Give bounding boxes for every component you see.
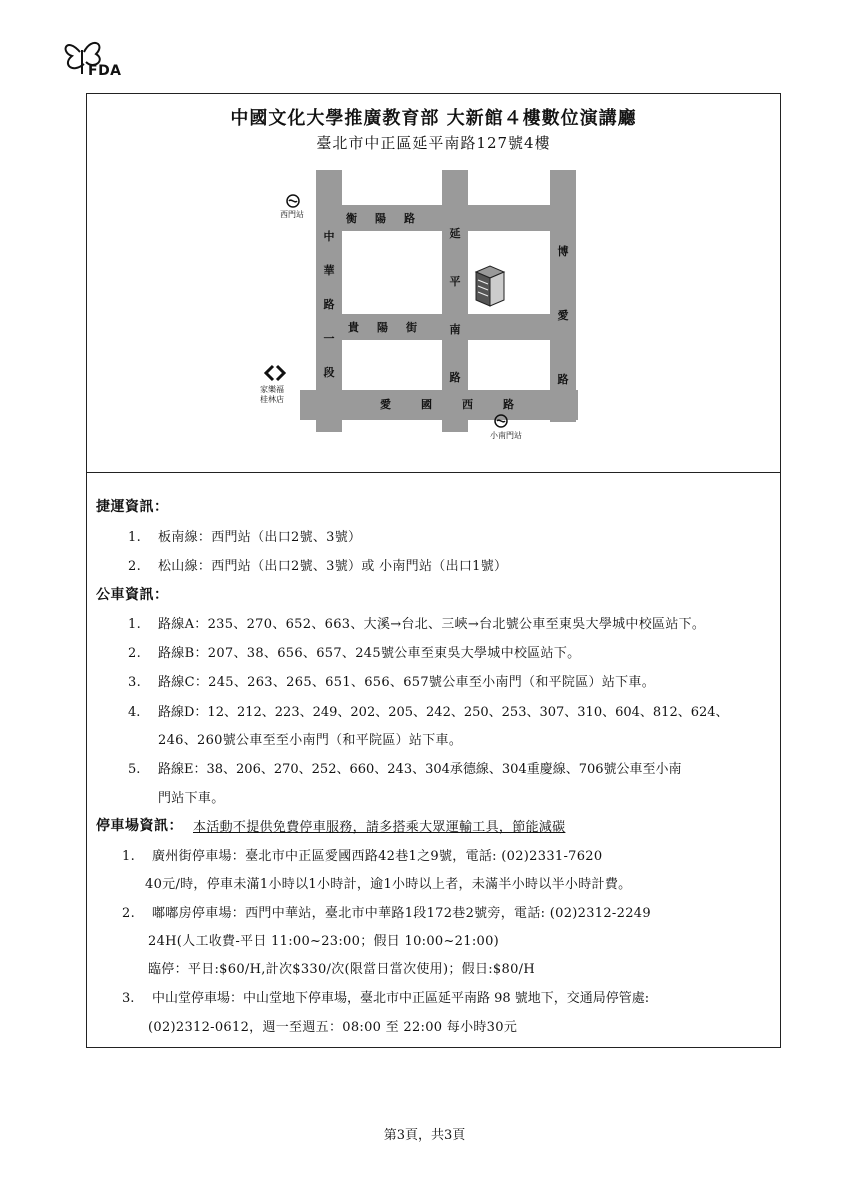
bus-heading: 公車資訊：: [96, 587, 169, 603]
parking-num: 1.: [122, 849, 136, 864]
mrt-item: [128, 555, 507, 574]
mrt-item: [128, 526, 361, 545]
bus-num: 1.: [128, 617, 142, 632]
parking-num: 2.: [122, 906, 136, 921]
parking-text: 廣州街停車場：臺北市中正區愛國西路42巷1之9號，電話: (02)2331-7620: [152, 849, 603, 864]
page-number: 第3頁，共3頁: [383, 1128, 466, 1143]
bus-item: [128, 613, 705, 632]
parking-text-cont: (02)2312-0612，週一至週五：08:00 至 22:00 每小時30元: [148, 1020, 518, 1035]
carrefour-icon: [264, 364, 286, 382]
parking-text-cont: 40元/時，停車未滿1小時以1小時計，逾1小時以上者，未滿半小時以半小時計費。: [145, 877, 632, 892]
bus-item: [128, 701, 729, 720]
bus-item: [128, 758, 682, 777]
venue-title: 中國文化大學推廣教育部 大新館４樓數位演講廳: [230, 108, 637, 129]
bus-text-cont: 246、260號公車至至小南門（和平院區）站下車。: [158, 733, 463, 748]
label-guiyang: 貴陽街: [348, 321, 435, 334]
store-name: 家樂福: [260, 385, 284, 394]
label-yanping: 延平南路: [449, 227, 461, 384]
parking-heading: 停車場資訊：: [96, 818, 183, 834]
bus-text-cont: 門站下車。: [158, 791, 225, 806]
mrt-text: 松山線：西門站（出口2號、3號）或 小南門站（出口1號）: [158, 559, 508, 574]
store-branch: 桂林店: [260, 395, 284, 404]
parking-notice: 本活動不提供免費停車服務，請多搭乘大眾運輸工具，節能減碳: [193, 820, 566, 835]
mrt-heading: 捷運資訊：: [96, 499, 169, 515]
parking-item: [122, 845, 602, 864]
bus-text: 路線B：207、38、656、657、245號公車至東吳大學城中校區站下。: [158, 646, 581, 661]
parking-text: 嘟嘟房停車場：西門中華站，臺北市中華路1段172巷2號旁，電話: (02)2312-2249: [152, 906, 651, 921]
venue-address: 臺北市中正區延平南路127號4樓: [316, 134, 551, 152]
station-ximen: 西門站: [280, 210, 304, 219]
parking-item: [122, 902, 651, 921]
bus-num: 2.: [128, 646, 142, 661]
bus-num: 5.: [128, 762, 141, 777]
bus-text: 路線A：235、270、652、663、大溪→台北、三峽→台北號公車至東吳大學城中校區站下。: [158, 617, 706, 632]
label-boai: 博愛路: [557, 245, 569, 386]
building-icon: [472, 264, 508, 308]
bus-num: 3.: [128, 675, 142, 690]
mrt-text: 板南線：西門站（出口2號、3號）: [158, 530, 362, 545]
parking-num: 3.: [122, 991, 135, 1006]
section-divider: [86, 472, 781, 473]
parking-text: 中山堂停車場：中山堂地下停車場，臺北市中正區延平南路 98 號地下，交通局停管處:: [152, 991, 650, 1006]
bus-text: 路線D：12、212、223、249、202、205、242、250、253、307、310、604、812、624、: [158, 705, 729, 720]
location-map: [250, 160, 590, 450]
mrt-num: 1.: [128, 530, 142, 545]
mrt-xiaonanmen-icon: [494, 414, 508, 428]
bus-num: 4.: [128, 705, 141, 720]
mrt-ximen-icon: [286, 194, 300, 208]
label-aiguo: 愛國西路: [380, 398, 544, 411]
bus-text: 路線E：38、206、270、252、660、243、304承德線、304重慶線、706號公車至小南: [158, 762, 682, 777]
label-zhonghua: 中華路一段: [323, 230, 335, 379]
bus-text: 路線C：245、263、265、651、656、657號公車至小南門（和平院區）站下車。: [158, 675, 656, 690]
logo-text: FDA: [88, 63, 122, 79]
bus-item: [128, 642, 580, 661]
parking-item: [122, 987, 649, 1006]
mrt-num: 2.: [128, 559, 142, 574]
parking-text-cont: 臨停：平日:$60/H,計次$330/次(限當日當次使用)；假日:$80/H: [148, 962, 535, 977]
parking-text-cont: 24H(人工收費-平日 11:00~23:00；假日 10:00~21:00): [148, 934, 500, 949]
label-hengyang: 衡陽路: [346, 212, 433, 225]
bus-item: [128, 671, 655, 690]
station-xiaonanmen: 小南門站: [490, 431, 522, 440]
